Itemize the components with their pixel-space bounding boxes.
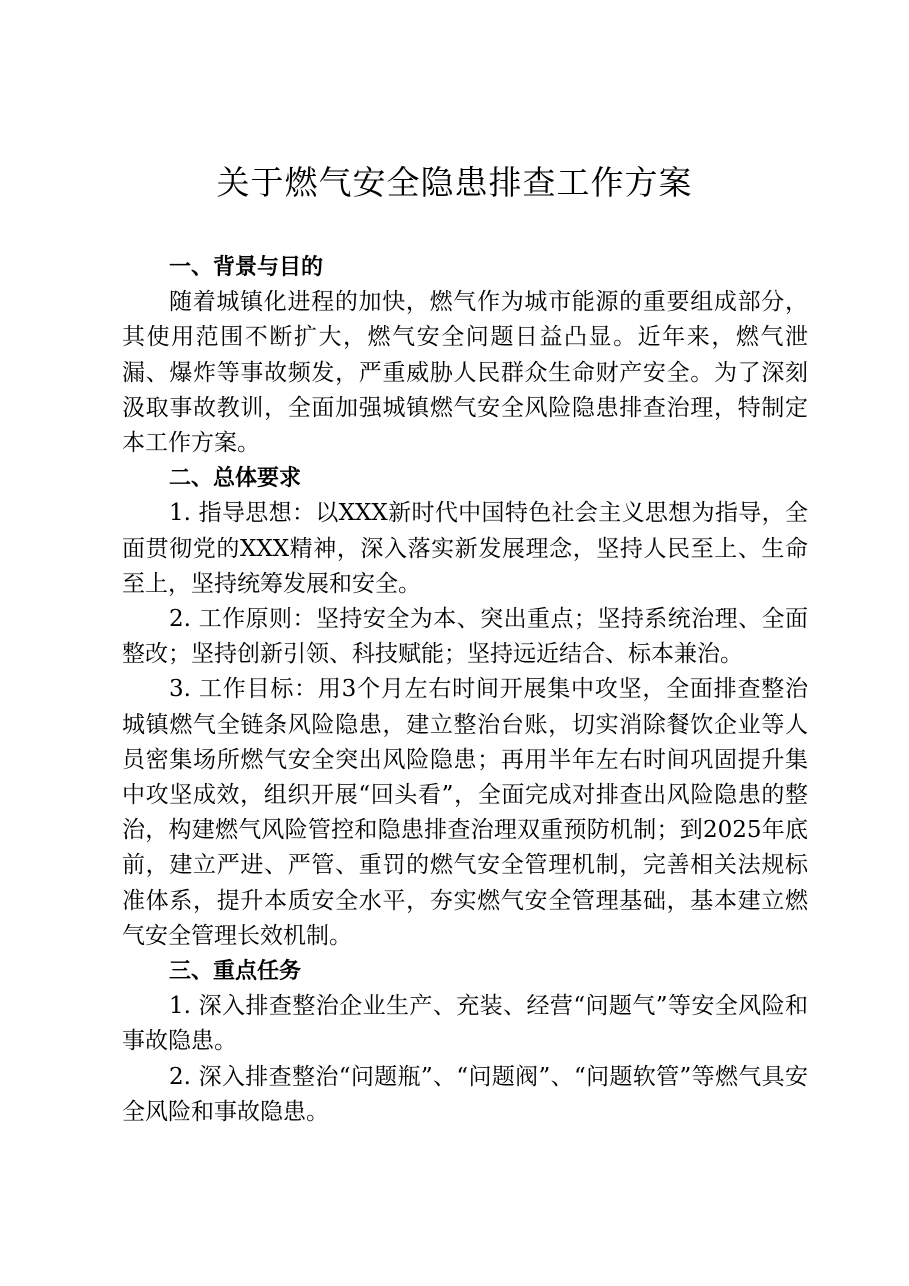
paragraph-task-1: 1. 深入排查整治企业生产、充装、经营“问题气”等安全风险和事故隐患。 xyxy=(122,993,808,1055)
section-heading-requirements: 二、总体要求 xyxy=(169,466,302,492)
paragraph-background: 随着城镇化进程的加快，燃气作为城市能源的重要组成部分，其使用范围不断扩大，燃气安全问题日益凸显。近年来，燃气泄漏、爆炸等事故频发，严重威胁人民群众生命财产安全。为了深刻汲取事故教训，全面加强城镇燃气安全风险隐患排查治理，特制定本工作方案。 xyxy=(122,289,808,457)
document-body xyxy=(122,250,808,1130)
document-title: 关于燃气安全隐患排查工作方案 xyxy=(216,163,693,202)
section-heading-background: 一、背景与目的 xyxy=(169,255,324,280)
paragraph-work-principles: 2. 工作原则：坚持安全为本、突出重点；坚持系统治理、全面整改；坚持创新引领、科技赋能；坚持远近结合、标本兼治。 xyxy=(122,606,808,668)
paragraph-work-goals: 3. 工作目标：用3个月左右时间开展集中攻坚，全面排查整治城镇燃气全链条风险隐患，建立整治台账，切实消除餐饮企业等人员密集场所燃气安全突出风险隐患；再用半年左右时间巩固提升集中攻坚成效，组织开展“回头看”，全面完成对排查出风险隐患的整治，构建燃气风险管控和隐患排查治理双重预防机制；到2025年底前，建立严进、严管、重罚的燃气安全管理机制，完善相关法规标准体系，提升本质安全水平，夯实燃气安全管理基础，基本建立燃气安全管理长效机制。 xyxy=(122,676,808,949)
paragraph-task-2: 2. 深入排查整治“问题瓶”、“问题阀”、“问题软管”等燃气具安全风险和事故隐患。 xyxy=(122,1063,808,1125)
paragraph-guiding-thought: 1. 指导思想：以XXX新时代中国特色社会主义思想为指导，全面贯彻党的XXX精神，深入落实新发展理念，坚持人民至上、生命至上，坚持统筹发展和安全。 xyxy=(122,500,808,597)
section-heading-key-tasks: 三、重点任务 xyxy=(169,959,302,985)
